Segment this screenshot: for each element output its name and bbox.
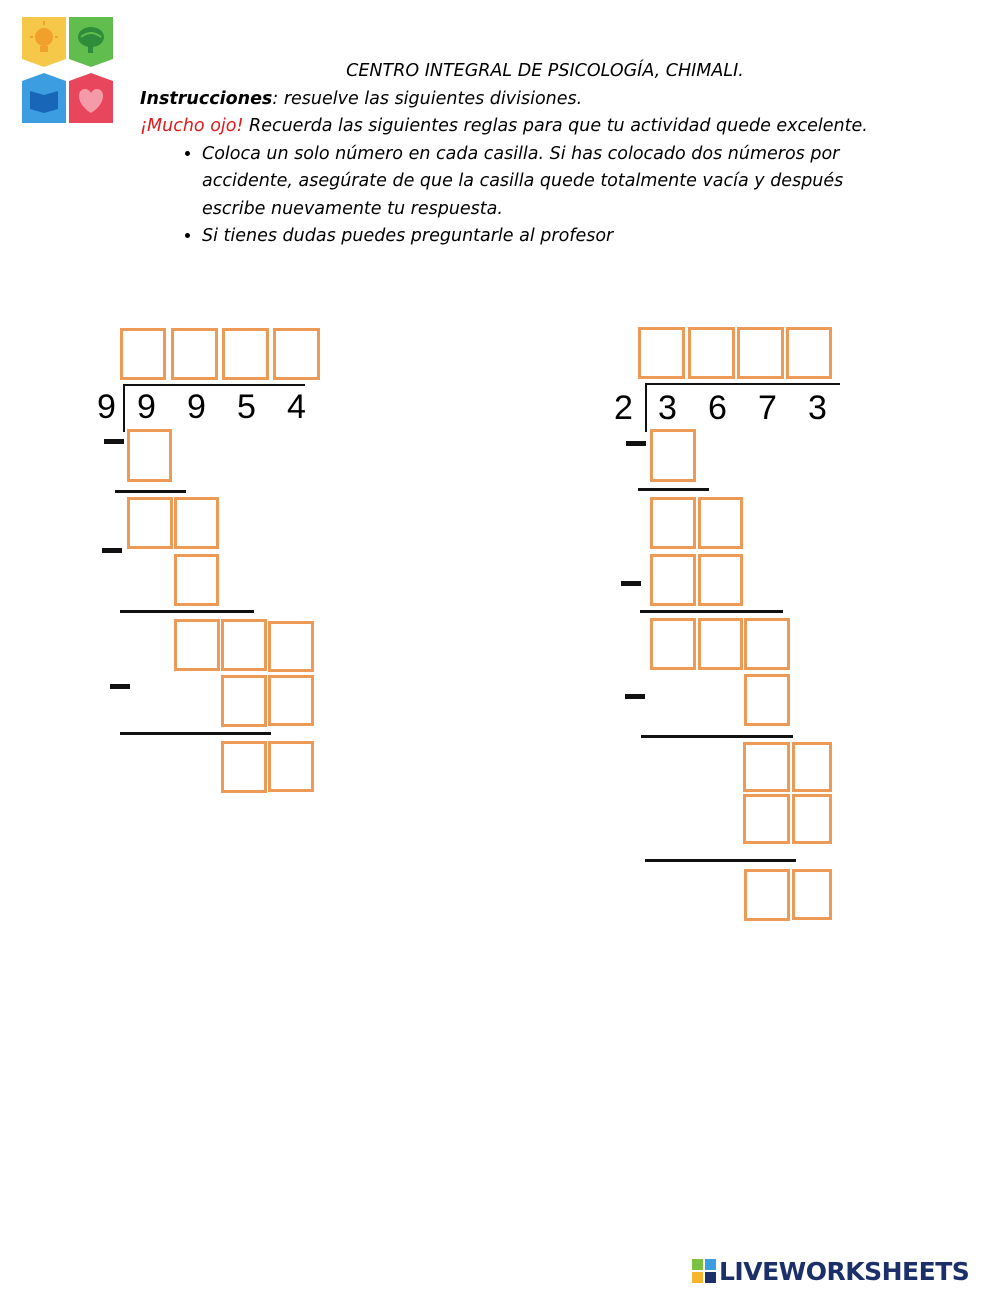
subtraction-box[interactable] xyxy=(174,554,219,606)
subtraction-box[interactable] xyxy=(650,554,696,606)
remainder-box[interactable] xyxy=(650,497,696,549)
minus-sign xyxy=(621,581,641,586)
liveworksheets-icon xyxy=(692,1259,716,1283)
subtraction-box[interactable] xyxy=(698,554,743,606)
subtraction-box[interactable] xyxy=(792,794,832,844)
divisor: 2 xyxy=(614,389,633,427)
quotient-box[interactable] xyxy=(688,327,735,379)
subtraction-line xyxy=(645,859,796,862)
minus-sign xyxy=(104,439,124,444)
subtraction-line xyxy=(120,610,254,613)
dividend-digit: 7 xyxy=(758,389,777,427)
dividend-digit: 9 xyxy=(187,388,206,426)
dividend-digit: 6 xyxy=(708,389,727,427)
remainder-box[interactable] xyxy=(744,869,790,921)
rule-item: • Si tienes dudas puedes preguntarle al profesor xyxy=(202,223,870,251)
liveworksheets-logo xyxy=(692,1256,969,1286)
subtraction-line xyxy=(120,732,271,735)
dividend-digit: 5 xyxy=(237,388,256,426)
quotient-box[interactable] xyxy=(737,327,784,379)
subtraction-line xyxy=(641,735,793,738)
division-bracket xyxy=(645,384,647,432)
heart-icon xyxy=(69,73,113,123)
remainder-box[interactable] xyxy=(268,741,314,792)
subtraction-line xyxy=(638,488,709,491)
remainder-box[interactable] xyxy=(221,741,267,793)
remainder-box[interactable] xyxy=(792,742,832,792)
remainder-box[interactable] xyxy=(792,869,832,920)
division-bracket xyxy=(123,384,305,386)
division-bracket xyxy=(123,386,125,432)
quotient-box[interactable] xyxy=(638,327,685,379)
minus-sign xyxy=(626,441,646,446)
remainder-box[interactable] xyxy=(174,619,220,671)
brand-text: LIVEWORKSHEETS xyxy=(719,1256,970,1286)
rule-item: • Coloca un solo número en cada casilla. Si has colocado dos números por accidente, asegúrate de que la casilla quede totalmente vacía y después escribe nuevamente tu respuesta. xyxy=(202,141,870,224)
remainder-box[interactable] xyxy=(127,497,173,549)
instructions-block xyxy=(140,58,870,251)
subtraction-line xyxy=(115,490,186,493)
instructions-line xyxy=(140,86,870,114)
subtraction-box[interactable] xyxy=(743,794,790,844)
quotient-box[interactable] xyxy=(273,328,320,380)
warning-text: Recuerda las siguientes reglas para que tu actividad quede excelente. xyxy=(243,116,868,136)
remainder-box[interactable] xyxy=(174,497,219,549)
brain-icon xyxy=(69,17,113,67)
quotient-box[interactable] xyxy=(786,327,832,379)
subtraction-box[interactable] xyxy=(127,429,172,482)
dividend-digit: 4 xyxy=(287,388,306,426)
subtraction-box[interactable] xyxy=(221,675,267,727)
chimali-logo xyxy=(22,17,114,123)
remainder-box[interactable] xyxy=(650,618,696,670)
quotient-box[interactable] xyxy=(171,328,218,380)
quotient-box[interactable] xyxy=(120,328,166,380)
remainder-box[interactable] xyxy=(268,621,314,672)
divisor: 9 xyxy=(97,388,116,426)
remainder-box[interactable] xyxy=(743,742,790,792)
division-bracket xyxy=(645,383,840,385)
minus-sign xyxy=(110,684,130,689)
book-icon xyxy=(22,73,66,123)
minus-sign xyxy=(625,694,645,699)
dividend-digit: 3 xyxy=(808,389,827,427)
quotient-box[interactable] xyxy=(222,328,269,380)
subtraction-box[interactable] xyxy=(268,675,314,726)
subtraction-line xyxy=(640,610,783,613)
instructions-text: : resuelve las siguientes divisiones. xyxy=(272,88,583,109)
remainder-box[interactable] xyxy=(698,618,743,670)
remainder-box[interactable] xyxy=(698,497,743,549)
dividend-digit: 9 xyxy=(137,388,156,426)
dividend-digit: 3 xyxy=(658,389,677,427)
subtraction-box[interactable] xyxy=(744,674,790,726)
warning-label: ¡Mucho ojo! xyxy=(140,116,244,136)
remainder-box[interactable] xyxy=(221,619,267,671)
remainder-box[interactable] xyxy=(744,618,790,670)
warning-line xyxy=(140,113,870,141)
page-title: CENTRO INTEGRAL DE PSICOLOGÍA, CHIMALI. xyxy=(346,61,744,81)
instructions-label: Instrucciones xyxy=(140,88,273,109)
subtraction-box[interactable] xyxy=(650,429,696,482)
minus-sign xyxy=(102,548,122,553)
rules-list xyxy=(140,141,870,251)
lightbulb-icon xyxy=(22,17,66,67)
